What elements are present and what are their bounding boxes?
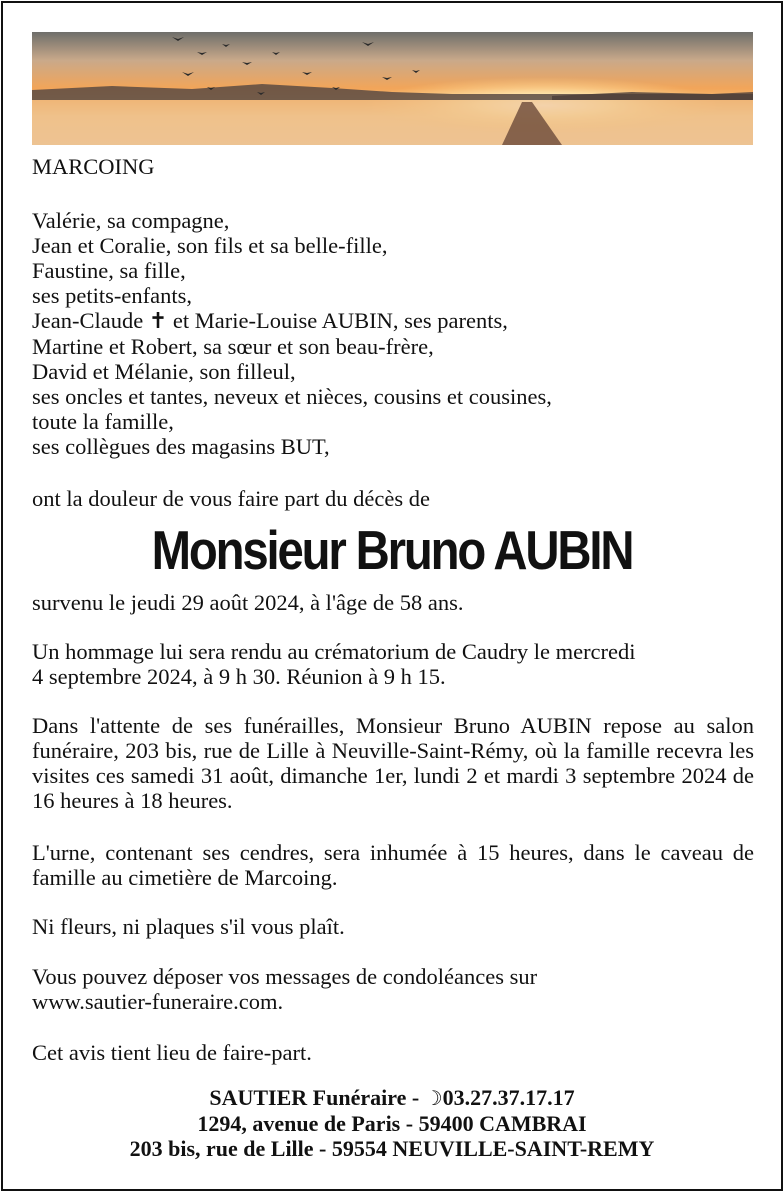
phone-icon: ☽ — [424, 1086, 443, 1110]
family-line: David et Mélanie, son filleul, — [32, 359, 296, 384]
urn-paragraph — [32, 840, 754, 890]
notice-paragraph — [32, 1040, 754, 1065]
urn-text: L'urne, contenant ses cendres, sera inhumée à 15 heures, dans le caveau de famille au cimetière de Marcoing. — [32, 840, 754, 890]
family-line: toute la famille, — [32, 409, 174, 434]
condolences-paragraph — [32, 964, 754, 1014]
family-line: Martine et Robert, sa sœur et son beau-frère, — [32, 334, 434, 359]
family-line: Valérie, sa compagne, — [32, 208, 230, 233]
flowers-paragraph — [32, 914, 754, 939]
family-line: Faustine, sa fille, — [32, 258, 186, 283]
flowers-text: Ni fleurs, ni plaques s'il vous plaît. — [32, 914, 345, 939]
town-name — [32, 154, 754, 179]
family-line-parents — [32, 308, 754, 334]
company-line — [0, 1085, 784, 1111]
address-cambrai: 1294, avenue de Paris - 59400 CAMBRAI — [197, 1111, 587, 1136]
funeral-home-footer — [0, 1085, 784, 1161]
town-label: MARCOING — [32, 154, 155, 179]
cross-icon: ✝ — [148, 309, 168, 334]
tribute-line-1: Un hommage lui sera rendu au crématorium de Caudry le mercredi — [32, 639, 636, 664]
deceased-name: Monsieur Bruno AUBIN — [151, 519, 633, 581]
parent-father-name: Jean-Claude — [32, 308, 144, 333]
family-list — [32, 208, 754, 459]
parent-mother-name: et Marie-Louise AUBIN, ses parents, — [172, 308, 508, 333]
family-line: Jean et Coralie, son fils et sa belle-fille, — [32, 233, 388, 258]
announcement-text: ont la douleur de vous faire part du décès de — [32, 486, 430, 511]
condolences-text: Vous pouvez déposer vos messages de condoléances sur — [32, 964, 538, 989]
family-line: ses collègues des magasins BUT, — [32, 434, 330, 459]
company-name: SAUTIER Funéraire - — [209, 1085, 420, 1110]
viewing-paragraph — [32, 713, 754, 813]
sunset-banner-image — [32, 32, 753, 145]
condolences-website-link[interactable]: www.sautier-funeraire.com. — [32, 989, 284, 1014]
death-details — [32, 590, 754, 615]
tribute-paragraph — [32, 639, 754, 689]
notice-text: Cet avis tient lieu de faire-part. — [32, 1040, 312, 1065]
phone-number[interactable]: 03.27.37.17.17 — [442, 1085, 575, 1110]
tribute-line-2: 4 septembre 2024, à 9 h 30. Réunion à 9 h 15. — [32, 664, 446, 689]
family-line: ses petits-enfants, — [32, 283, 192, 308]
viewing-text: Dans l'attente de ses funérailles, Monsieur Bruno AUBIN repose au salon funéraire, 203 bis, rue de Lille à Neuville-Saint-Rémy, où la famille recevra les visites ces samedi 31 août, dimanche 1er, lundi 2 et mardi 3 septembre 2024 de 16 heures à 18 heures. — [32, 713, 754, 813]
announcement — [32, 486, 754, 511]
address-neuville: 203 bis, rue de Lille - 59554 NEUVILLE-SAINT-REMY — [129, 1136, 655, 1161]
death-date-text: survenu le jeudi 29 août 2024, à l'âge de 58 ans. — [32, 590, 464, 615]
family-line: ses oncles et tantes, neveux et nièces, cousins et cousines, — [32, 384, 552, 409]
